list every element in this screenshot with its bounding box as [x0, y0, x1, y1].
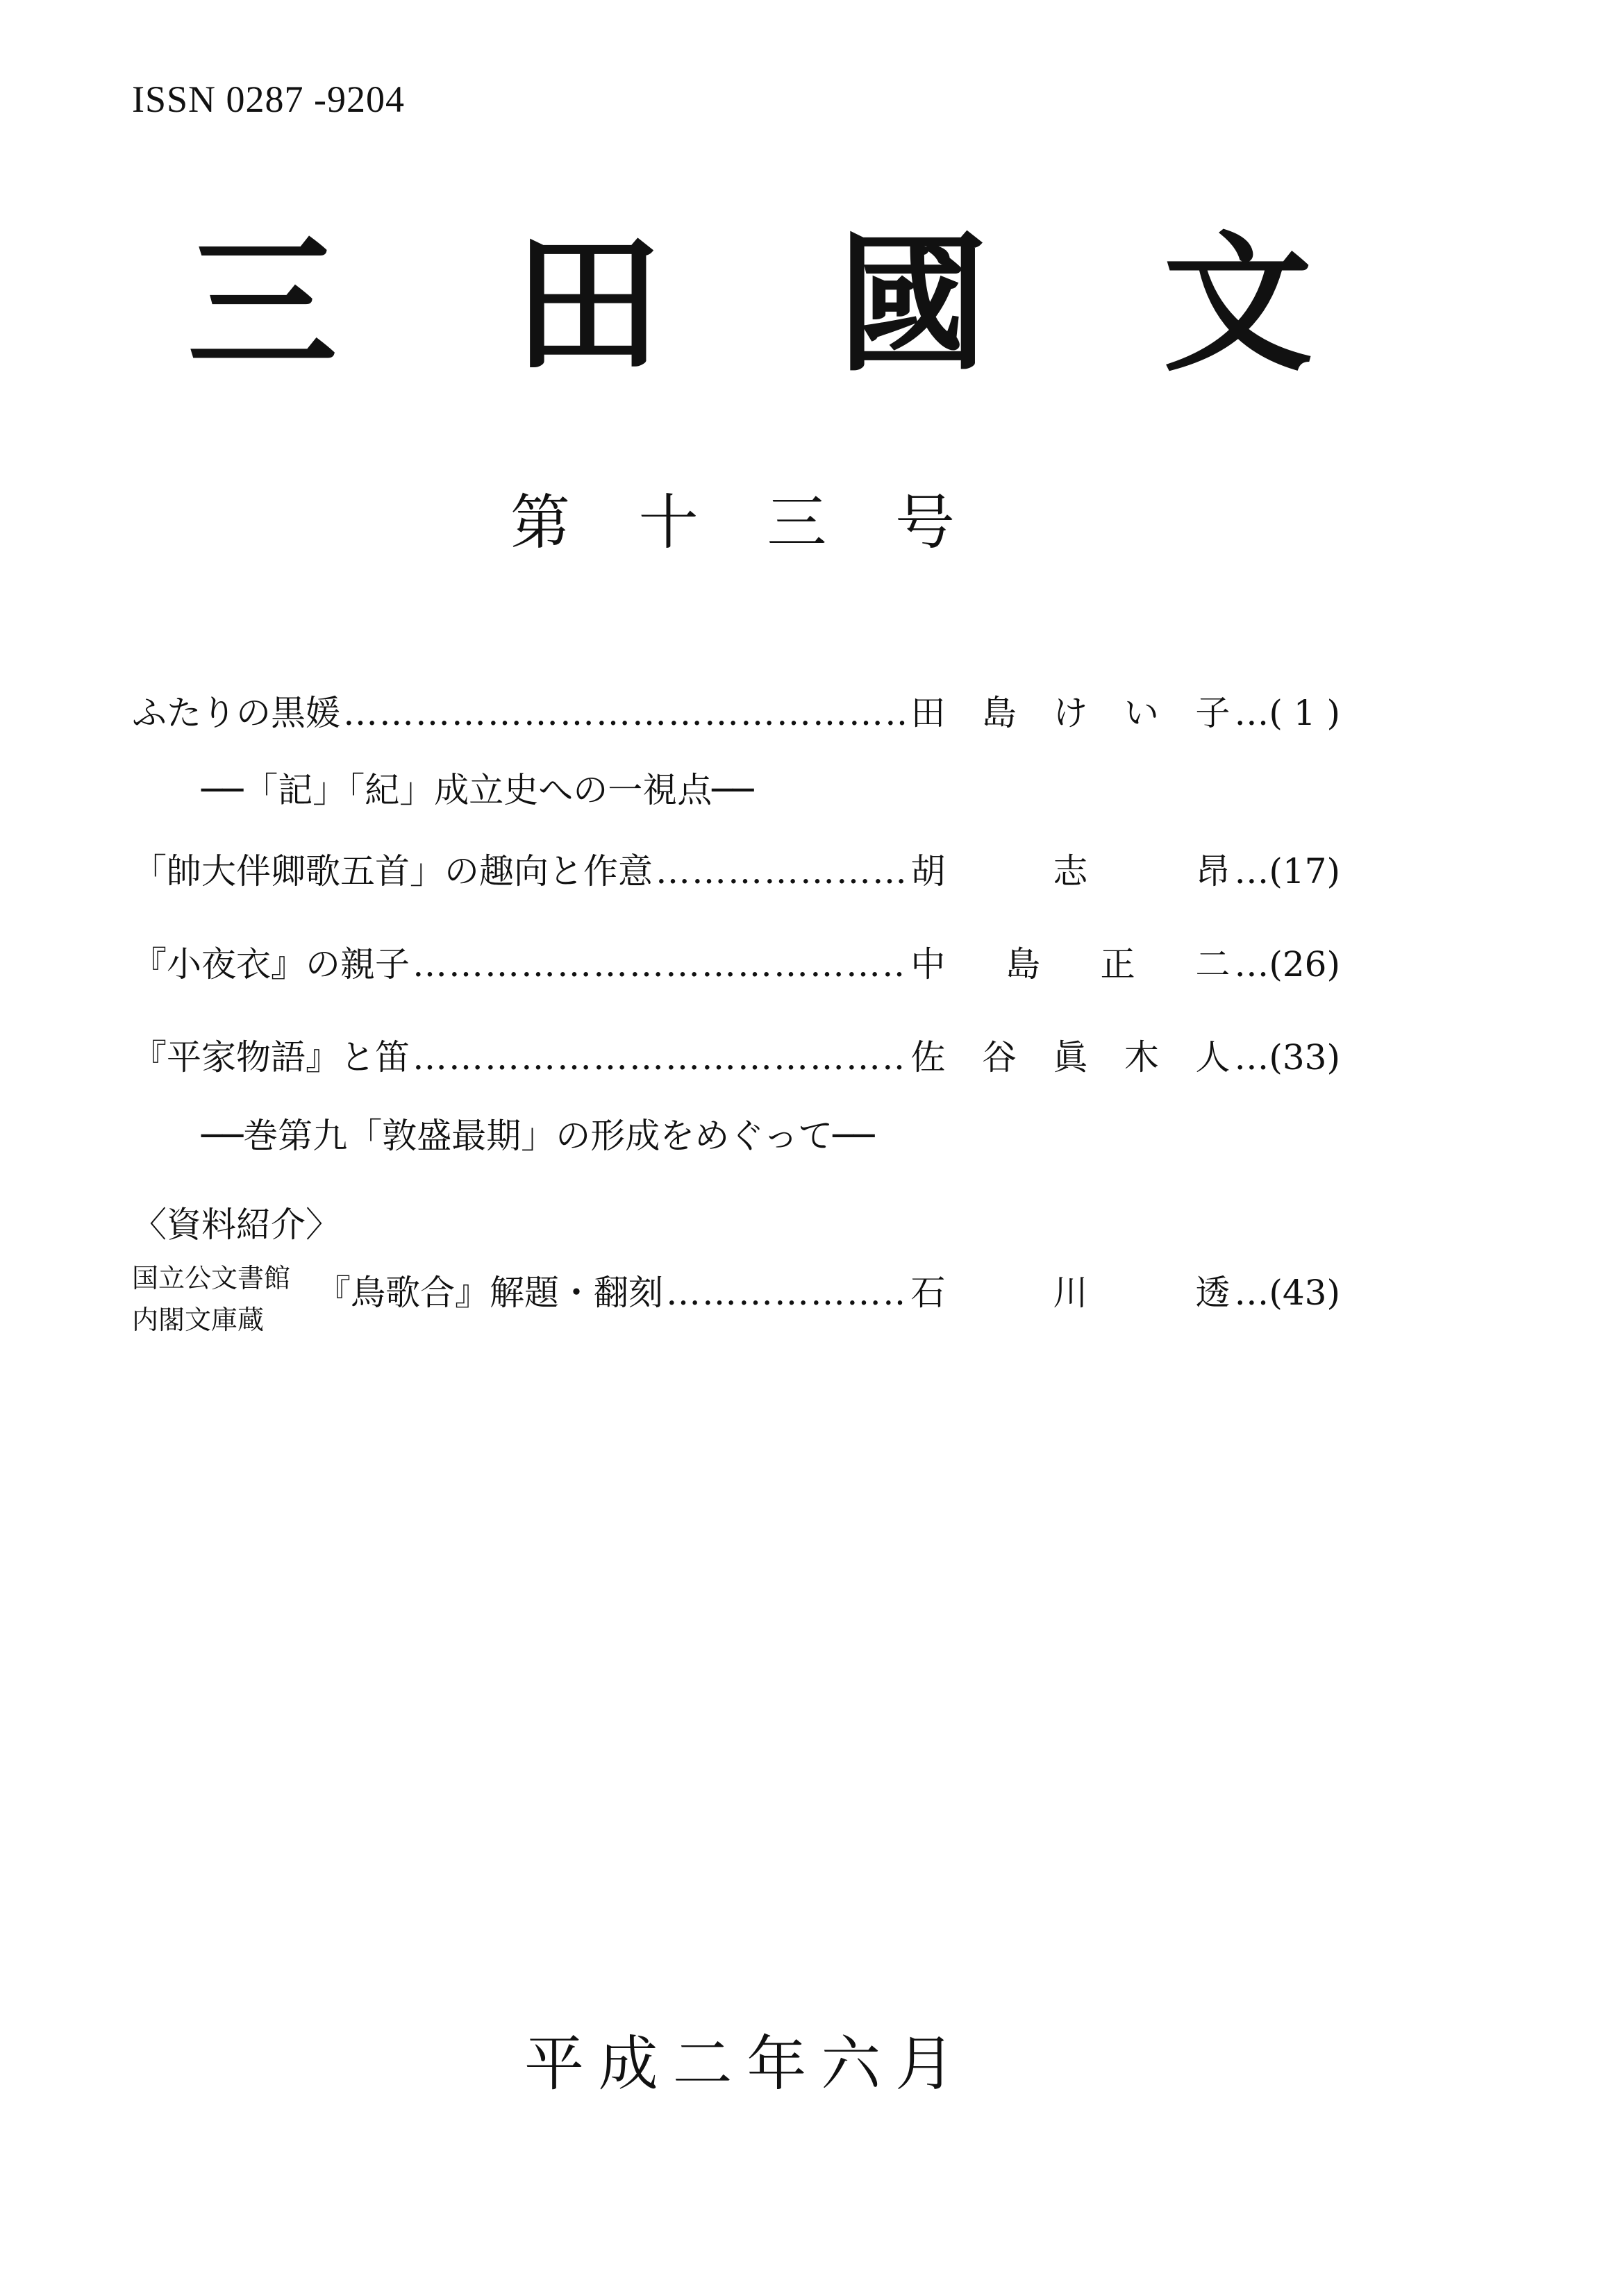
journal-title: [187, 216, 1312, 392]
toc-author-char: 川: [1053, 1273, 1088, 1313]
issue-number-char: 号: [894, 488, 955, 558]
toc-leader: [412, 1039, 908, 1077]
toc-entry: [316, 1274, 1340, 1312]
toc-page: …(33): [1234, 1037, 1340, 1078]
toc-subtitle: ──「記」「紀」成立史への一視点──: [201, 770, 754, 810]
journal-title-char: 國: [837, 216, 987, 392]
toc-author-char: 谷: [981, 1037, 1017, 1078]
toc-author-char: い: [1124, 693, 1159, 733]
toc-entry: [132, 694, 1340, 732]
issue-number: [510, 488, 955, 558]
collection-line: 国立公文書館: [132, 1263, 291, 1293]
toc-author-char: 佐: [910, 1037, 946, 1078]
toc-author: [910, 694, 1230, 732]
toc-page: …(17): [1234, 851, 1340, 891]
toc-author-char: 二: [1195, 944, 1231, 984]
toc-author: [910, 1274, 1230, 1312]
toc-author-char: 子: [1195, 693, 1231, 733]
pub-date-char: 年: [747, 2029, 807, 2099]
toc-author-char: 胡: [910, 851, 946, 891]
toc-entry: [132, 853, 1340, 891]
collection-line: 内閣文庫蔵: [132, 1305, 265, 1335]
toc-page: …( 1 ): [1234, 693, 1340, 733]
toc-author-char: 人: [1195, 1037, 1231, 1078]
toc-author-char: 木: [1124, 1037, 1159, 1078]
pub-date-char: 二: [672, 2029, 733, 2099]
journal-title-char: 文: [1162, 216, 1312, 392]
issue-number-char: 十: [638, 488, 699, 558]
toc-author-char: 透: [1195, 1273, 1231, 1313]
toc-author: [910, 1039, 1230, 1077]
toc-author-char: 志: [1053, 851, 1088, 891]
journal-title-char: 三: [187, 216, 337, 392]
toc-title: 『鳥歌合』解題・翻刻: [316, 1273, 663, 1313]
toc-author-char: 中: [910, 944, 946, 984]
toc-title: 『平家物語』と笛: [132, 1037, 410, 1078]
pub-date-char: 六: [821, 2029, 881, 2099]
toc-author-char: 島: [981, 693, 1017, 733]
material-heading: 〈資料紹介〉: [132, 1205, 340, 1245]
toc-leader: [412, 946, 908, 984]
toc-leader: [666, 1274, 908, 1312]
pub-date-char: 平: [524, 2029, 584, 2099]
toc-leader: [656, 853, 908, 891]
toc-title: ふたりの黒媛: [132, 693, 340, 733]
pub-date-char: 成: [598, 2029, 658, 2099]
toc-title: 『小夜衣』の親子: [132, 944, 410, 984]
toc-leader: [343, 694, 908, 732]
pub-date-char: 月: [894, 2029, 955, 2099]
toc-author-char: け: [1053, 693, 1088, 733]
issn: ISSN 0287 -9204: [132, 78, 406, 120]
toc-author: [910, 853, 1230, 891]
toc-page: …(43): [1234, 1273, 1340, 1313]
toc-author-char: 正: [1100, 944, 1135, 984]
toc-entry: [132, 1039, 1340, 1077]
toc-author-char: 昂: [1195, 851, 1231, 891]
toc-author-char: 石: [910, 1273, 946, 1313]
publication-date: [524, 2029, 955, 2099]
toc-author: [910, 946, 1230, 984]
toc-page: …(26): [1234, 944, 1340, 984]
toc-subtitle: ──巻第九「敦盛最期」の形成をめぐって──: [201, 1116, 875, 1156]
toc-author-char: 島: [1006, 944, 1041, 984]
issue-number-char: 三: [767, 488, 827, 558]
toc-title: 「帥大伴卿歌五首」の趣向と作意: [132, 851, 653, 891]
issue-number-char: 第: [510, 488, 570, 558]
toc-entry: [132, 946, 1340, 984]
toc-author-char: 眞: [1053, 1037, 1088, 1078]
journal-title-char: 田: [512, 216, 662, 392]
toc-author-char: 田: [910, 693, 946, 733]
